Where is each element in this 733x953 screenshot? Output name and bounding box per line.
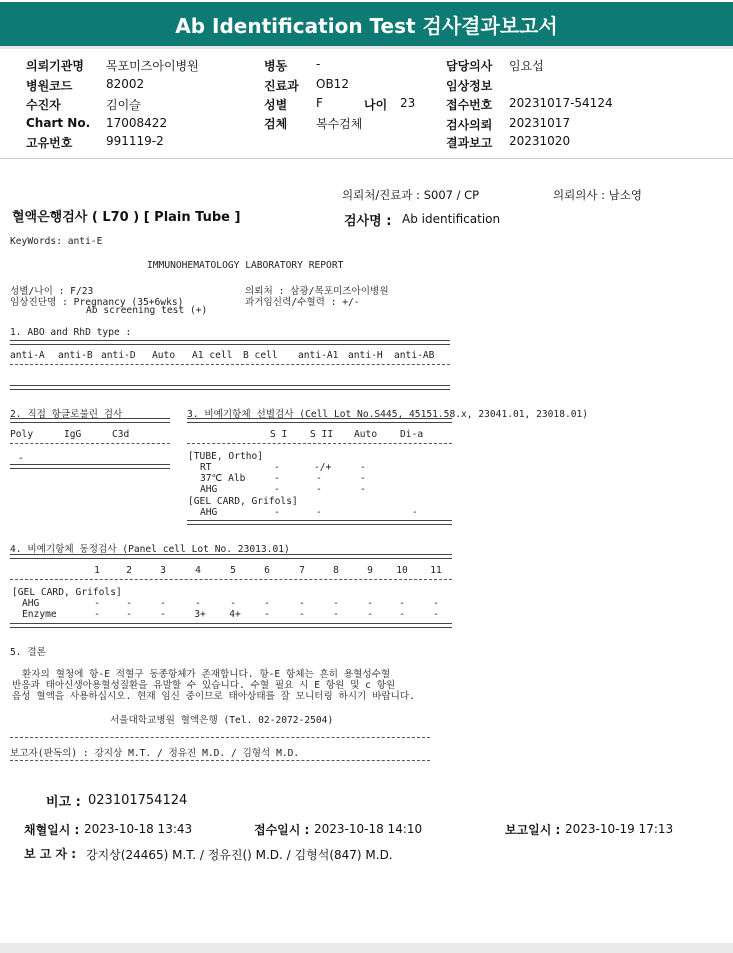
cell-value: - <box>299 609 305 620</box>
hdr-anti-b: anti-B <box>58 350 93 361</box>
value-result-report: 20231020 <box>509 134 571 148</box>
hdr-b-cell: B cell <box>243 350 278 361</box>
value-doctor: 임요섭 <box>509 59 544 73</box>
cell-value: - <box>274 507 280 518</box>
panel-cell: 4 <box>195 565 201 576</box>
sec2-title: 2. 직접 항글로불린 검사 <box>10 409 123 420</box>
test-name-label: 검사명 : <box>344 214 392 229</box>
reported-label: 보고일시 : <box>505 823 561 837</box>
cell-value: - <box>94 598 100 609</box>
hospital-contact: 서울대학교병원 혈액은행 (Tel. 02-2072-2504) <box>110 715 334 726</box>
history: 과거임신력/수혈력 : +/- <box>245 297 360 308</box>
hdr-auto: Auto <box>152 350 176 361</box>
page-bottom-bar <box>0 943 733 953</box>
label-sex: 성별 <box>264 98 288 112</box>
label-unique-no: 고유번호 <box>26 136 73 150</box>
cell-value: - <box>399 609 405 620</box>
panel-cell: 11 <box>430 565 442 576</box>
cell-value: - <box>333 598 339 609</box>
remark-label: 비고 : <box>46 795 81 810</box>
requester: 의뢰처 : 삼광/목포미즈아이병원 <box>245 286 389 297</box>
rule <box>187 418 452 423</box>
received-label: 접수일시 : <box>254 823 310 837</box>
panel-cell: 10 <box>396 565 408 576</box>
label-result-report: 결과보고 <box>446 136 493 150</box>
value-patient: 김이슬 <box>106 98 141 112</box>
value-test-request: 20231017 <box>509 116 571 130</box>
value-department: OB12 <box>316 77 349 91</box>
value-receipt-no: 20231017-54124 <box>509 96 613 110</box>
cell-value: - <box>399 598 405 609</box>
reporter-line: 보고자(판독의) : 강지상 M.T. / 정유진 M.D. / 김형석 M.D. <box>10 748 300 759</box>
test-code: 혈액은행검사 ( L70 ) [ Plain Tube ] <box>12 210 241 225</box>
cell-value: - <box>367 598 373 609</box>
collected-value: 2023-10-18 13:43 <box>84 822 193 836</box>
row-name: 37℃ Alb <box>200 473 246 484</box>
rule <box>10 579 452 580</box>
value-unique-no: 991119-2 <box>106 134 164 148</box>
rule <box>10 364 450 365</box>
group-gel-card-panel: [GEL CARD, Grifols] <box>12 587 122 598</box>
panel-cell: 1 <box>94 565 100 576</box>
hdr-a1-cell: A1 cell <box>192 350 233 361</box>
panel-cell: 7 <box>299 565 305 576</box>
panel-cell: 8 <box>333 565 339 576</box>
hdr-c3d: C3d <box>112 429 130 440</box>
test-name-value: Ab identification <box>402 212 501 226</box>
sec5-title: 5. 결론 <box>10 647 46 658</box>
received-value: 2023-10-18 14:10 <box>314 822 423 836</box>
header-divider <box>0 158 733 159</box>
group-tube-ortho: [TUBE, Ortho] <box>188 451 264 462</box>
sex-age: 성별/나이 : F/23 <box>10 286 94 297</box>
label-receipt-no: 접수번호 <box>446 98 493 112</box>
cell-value: - <box>126 598 132 609</box>
cell-value: - <box>274 473 280 484</box>
remark-value: 023101754124 <box>88 793 188 808</box>
panel-cell: 9 <box>367 565 373 576</box>
hdr-poly: Poly <box>10 429 34 440</box>
value-age: 23 <box>400 96 416 110</box>
value-specimen: 복수검체 <box>316 117 363 131</box>
scanned-report <box>2 170 733 940</box>
cell-value: - <box>264 609 270 620</box>
cell-value: - <box>274 462 280 473</box>
cell-value: - <box>360 473 366 484</box>
label-department: 진료과 <box>264 79 299 93</box>
cell-value: - <box>360 484 366 495</box>
cell-value: - <box>316 473 322 484</box>
reporter2-value: 강지상(24465) M.T. / 정유진() M.D. / 김형석(847) M.D. <box>86 848 393 862</box>
hdr-anti-a1: anti-A1 <box>298 350 339 361</box>
cell-value: - <box>299 598 305 609</box>
hdr-di-a: Di-a <box>400 429 424 440</box>
cell-value: - <box>195 598 201 609</box>
ordering-dept: 의뢰처/진료과 : S007 / CP <box>342 188 480 202</box>
value-sex: F <box>316 96 323 110</box>
panel-cell: 6 <box>264 565 270 576</box>
label-specimen: 검체 <box>264 117 288 131</box>
rule <box>10 464 170 469</box>
conclusion-line-2: 반응과 태아신생아용혈성질환을 유발할 수 있습니다. 수혈 필요 시 E 항원 및 c 항원 <box>12 680 396 691</box>
label-age: 나이 <box>364 98 388 112</box>
conclusion-line-1: 환자의 혈청에 항-E 적혈구 동종항체가 존재합니다. 항-E 항체는 흔히 용혈성수혈 <box>22 669 391 680</box>
cell-value: - <box>433 609 439 620</box>
hdr-anti-d: anti-D <box>101 350 136 361</box>
rule <box>187 443 452 444</box>
panel-cell: 3 <box>160 565 166 576</box>
report-title: Ab Identification Test 검사결과보고서 <box>0 2 733 49</box>
row-name: Enzyme <box>22 609 57 620</box>
row-name: RT <box>200 462 212 473</box>
cell-value: - <box>230 598 236 609</box>
label-clinical-info: 임상정보 <box>446 79 493 93</box>
row-name: AHG <box>200 484 218 495</box>
cell-value: 3+ <box>194 609 206 620</box>
reported-value: 2023-10-19 17:13 <box>565 822 674 836</box>
rule <box>10 385 450 390</box>
value-hospital-code: 82002 <box>106 77 145 91</box>
sec1-title: 1. ABO and RhD type : <box>10 327 132 338</box>
rule <box>10 737 430 738</box>
cell-value: 4+ <box>229 609 241 620</box>
cell-value: - <box>274 484 280 495</box>
cell-value: - <box>264 598 270 609</box>
ordering-doctor: 의뢰의사 : 남소영 <box>553 188 642 202</box>
sec4-title: 4. 비예기항체 동정검사 (Panel cell Lot No. 23013.01) <box>10 544 290 555</box>
cell-value: - <box>360 462 366 473</box>
rule <box>10 418 170 423</box>
label-requesting-institution: 의뢰기관명 <box>26 59 84 73</box>
label-patient: 수진자 <box>26 98 61 112</box>
cell-value: - <box>94 609 100 620</box>
row-name: AHG <box>200 507 218 518</box>
hdr-s1: S I <box>270 429 288 440</box>
cell-value: - <box>316 484 322 495</box>
keywords: KeyWords: anti-E <box>10 236 103 247</box>
collected-label: 채혈일시 : <box>24 823 80 837</box>
rule <box>187 520 452 525</box>
row-name: AHG <box>22 598 40 609</box>
cell-value: - <box>433 598 439 609</box>
diagnosis: 임상진단명 : Pregnancy (35+6wks) <box>10 297 184 308</box>
cell-value: -/+ <box>314 462 332 473</box>
lab-report-title: IMMUNOHEMATOLOGY LABORATORY REPORT <box>147 260 344 271</box>
panel-cell: 2 <box>126 565 132 576</box>
cell-value: - <box>333 609 339 620</box>
cell-value: - <box>160 609 166 620</box>
cell-value: - <box>412 507 418 518</box>
value-ward: - <box>316 57 321 71</box>
hdr-anti-ab: anti-AB <box>394 350 435 361</box>
cell-value: - <box>367 609 373 620</box>
label-hospital-code: 병원코드 <box>26 79 73 93</box>
hdr-anti-h: anti-H <box>348 350 383 361</box>
cell-value: - <box>160 598 166 609</box>
screening: Ab screening test (+) <box>86 305 208 316</box>
label-chart-no: Chart No. <box>26 116 91 130</box>
hdr-s2: S II <box>310 429 334 440</box>
rule <box>10 760 430 761</box>
hdr-igg: IgG <box>64 429 82 440</box>
cell-value: - <box>126 609 132 620</box>
rule <box>10 554 452 559</box>
panel-cell: 5 <box>230 565 236 576</box>
value-chart-no: 17008422 <box>106 116 168 130</box>
hdr-auto-s: Auto <box>354 429 378 440</box>
cell-value: - <box>316 507 322 518</box>
reporter2-label: 보 고 자 : <box>24 847 77 861</box>
rule <box>10 340 450 345</box>
value-requesting-institution: 목포미즈아이병원 <box>106 59 199 73</box>
dat-result: - <box>18 453 24 464</box>
rule <box>10 443 170 444</box>
conclusion-line-3: 음성 혈액을 사용하십시오. 현재 임신 중이므로 태아상태를 잘 모니터링 하시기 바랍니다. <box>12 691 415 702</box>
label-ward: 병동 <box>264 59 288 73</box>
group-gel-card: [GEL CARD, Grifols] <box>188 496 298 507</box>
hdr-anti-a: anti-A <box>10 350 45 361</box>
sec3-title: 3. 비예기항체 선별검사 (Cell Lot No.S445, 45151.58.x, 23041.01, 23018.01) <box>187 409 589 420</box>
rule <box>10 623 452 628</box>
label-doctor: 담당의사 <box>446 59 493 73</box>
label-test-request: 검사의뢰 <box>446 118 493 132</box>
